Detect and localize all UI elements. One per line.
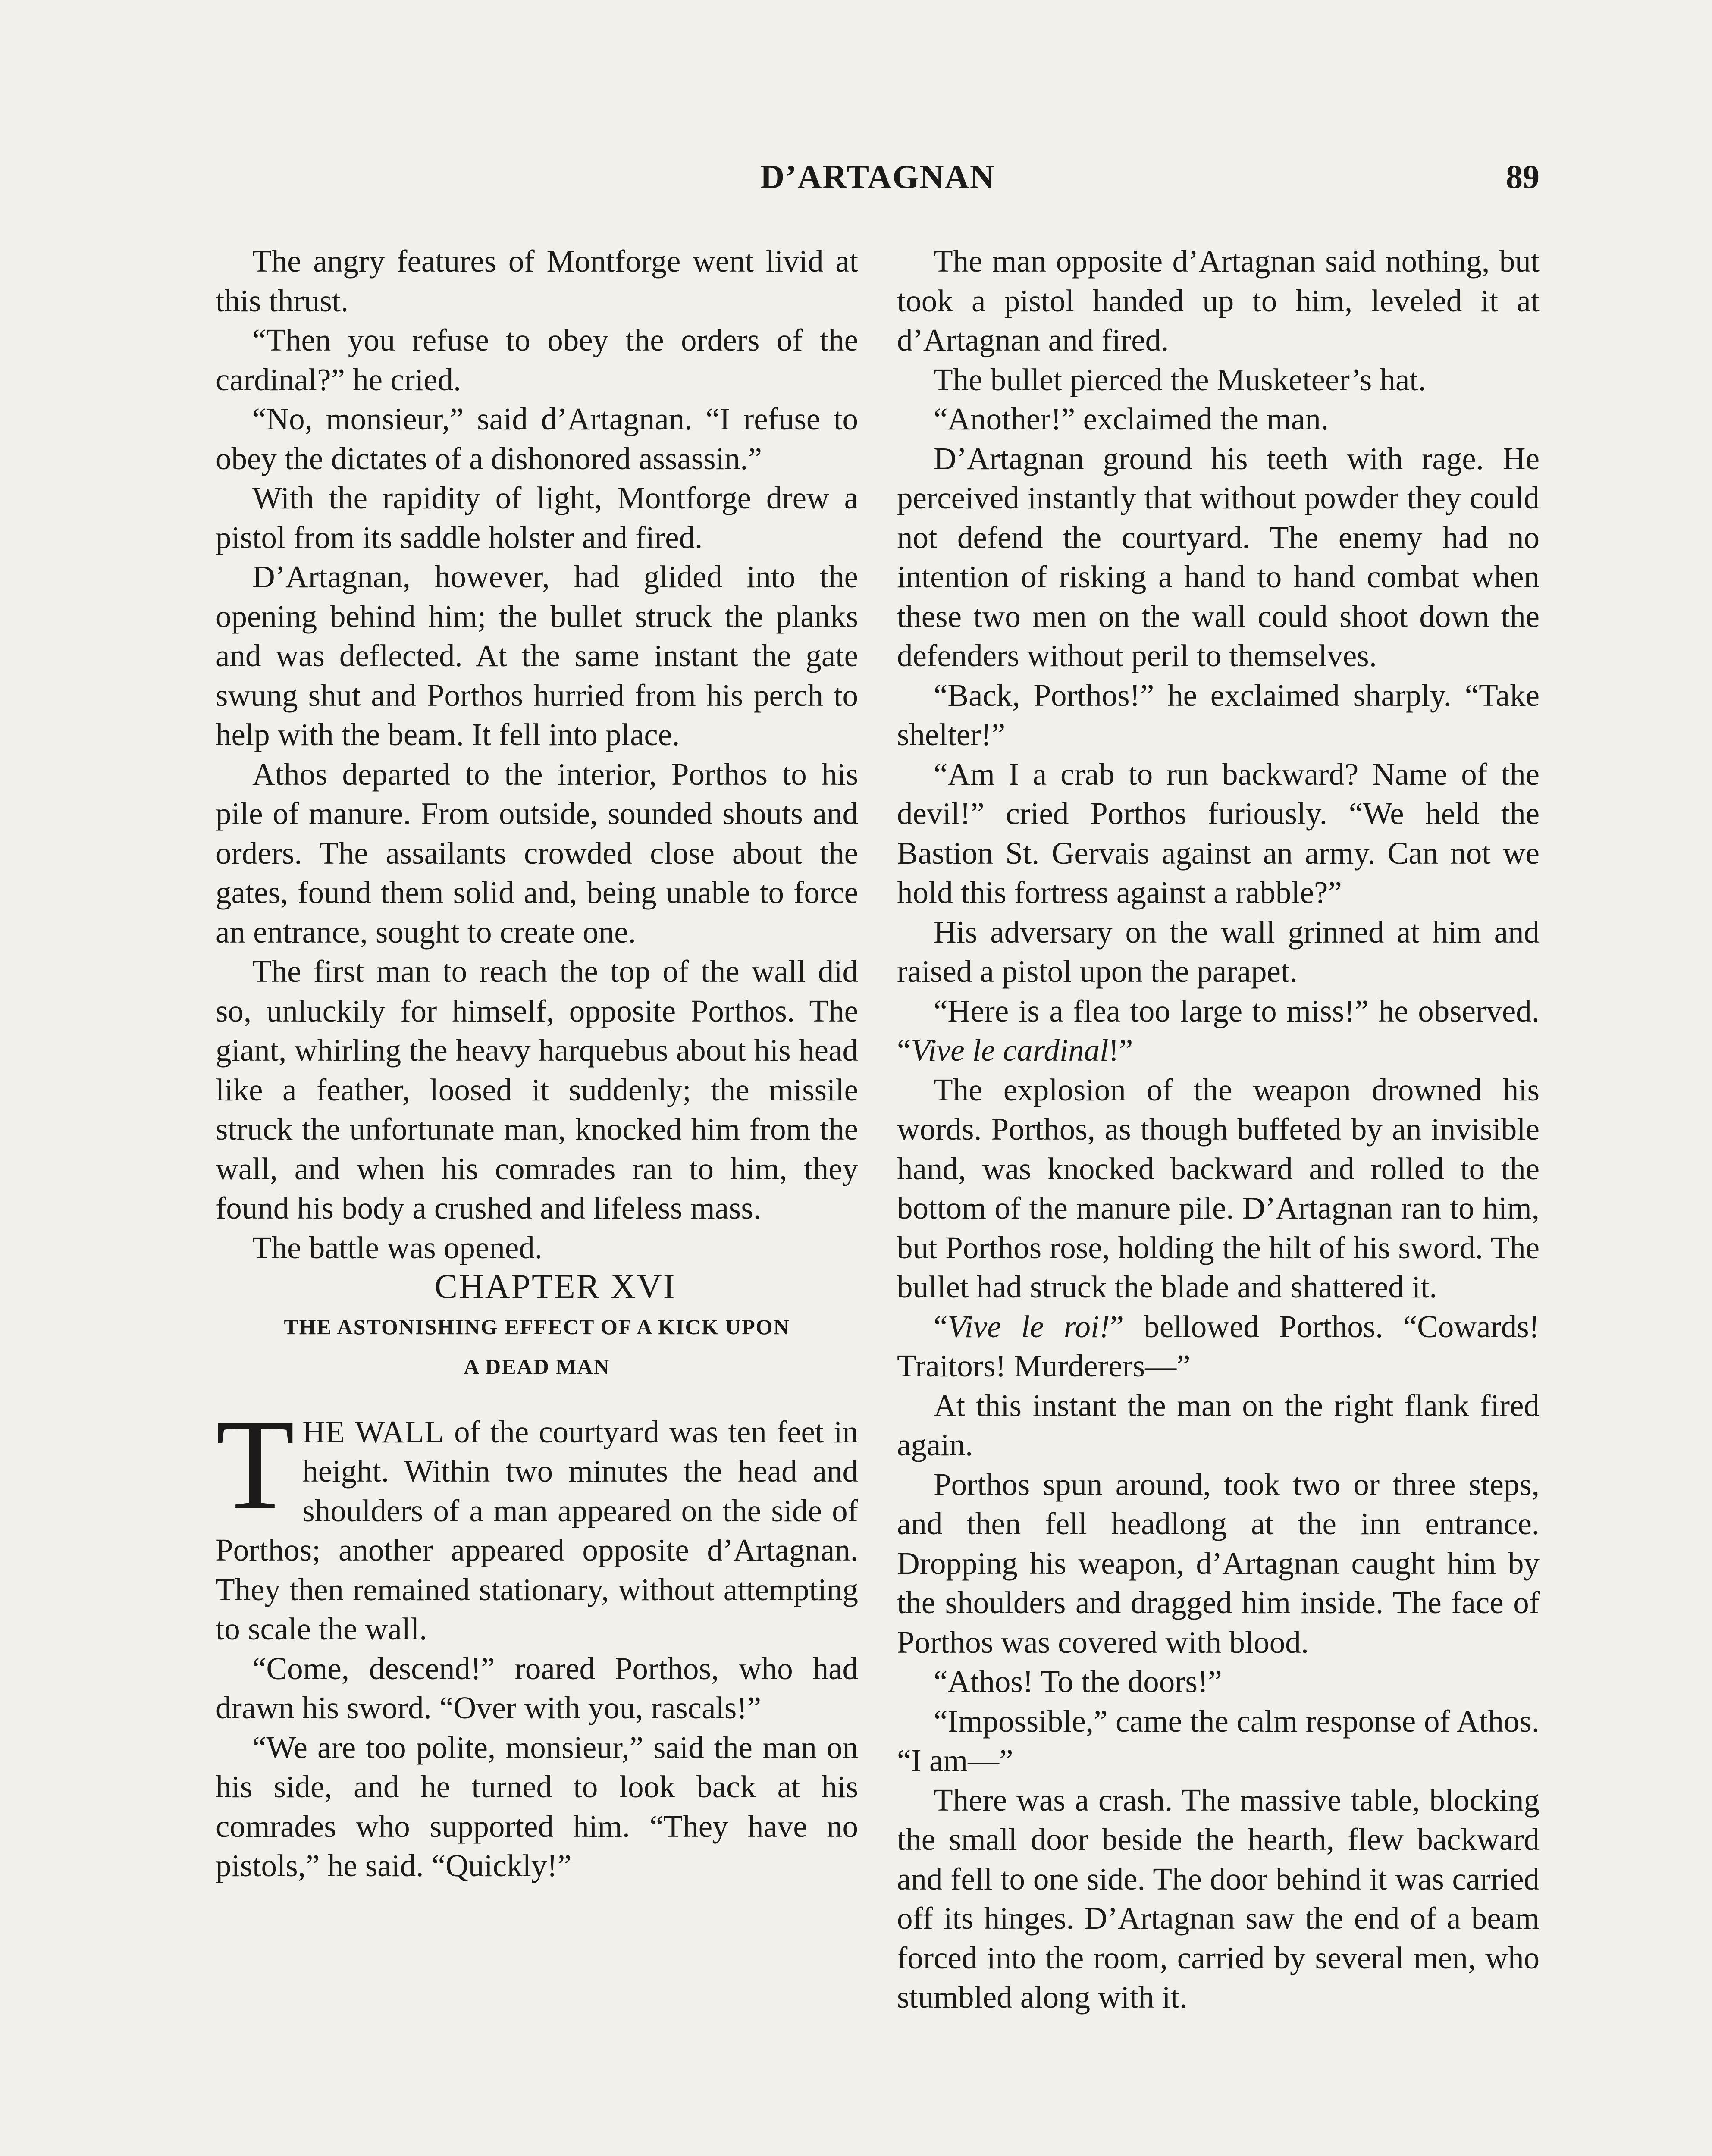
paragraph: The first man to reach the top of the wall did so, unluckily for himself, opposite Porthos. The giant, whirling the heavy harquebus about his head like a feather, loosed it suddenly; the missile struck the unfortunate man, knocked him from the wall, and when his comrades ran to him, they found his body a crushed and lifeless mass. [216, 954, 858, 1225]
paragraph: “We are too polite, monsieur,” said the man on his side, and he turned to look back at his comrades who supported him. “They have no pistols,” he said. “Quickly!” [216, 1730, 858, 1883]
paragraph-text: “ [934, 1309, 948, 1344]
paragraph: At this instant the man on the right flank fired again. [897, 1388, 1540, 1462]
paragraph-text: ” bellowed Porthos. “Cowards! Traitors! Murderers—” [897, 1309, 1540, 1383]
paragraph: D’Artagnan, however, had glided into the opening behind him; the bullet struck the planks and was deflected. At the same instant the gate swung shut and Porthos hurried from his perch to help with the beam. It fell into place. [216, 559, 858, 752]
paragraph: With the rapidity of light, Montforge drew a pistol from its saddle holster and fired. [216, 480, 858, 555]
chapter-subtitle-line: A DEAD MAN [464, 1354, 610, 1379]
paragraph: D’Artagnan ground his teeth with rage. He perceived instantly that without powder they could not defend the courtyard. The enemy had no intention of risking a hand to hand combat when these two men on the wall could shoot down the defenders without peril to themselves. [897, 441, 1540, 673]
lead-in: HE WALL [302, 1414, 445, 1449]
running-head: D’ARTAGNAN [760, 158, 995, 195]
chapter-opening-paragraph [216, 1392, 858, 1649]
paragraph: “Am I a crab to run backward? Name of the devil!” cried Porthos furiously. “We held the Bastion St. Gervais against an army. Can not we hold this fortress against a rabble?” [897, 756, 1540, 910]
paragraph: “No, monsieur,” said d’Artagnan. “I refuse to obey the dictates of a dishonored assassin.” [216, 401, 858, 476]
paragraph: The bullet pierced the Musketeer’s hat. [934, 362, 1426, 397]
paragraph: “Another!” exclaimed the man. [934, 401, 1329, 436]
paragraph: “Athos! To the doors!” [934, 1664, 1222, 1699]
paragraph: “Come, descend!” roared Porthos, who had drawn his sword. “Over with you, rascals!” [216, 1651, 858, 1725]
paragraph-text: !” [1108, 1033, 1133, 1068]
page-number: 89 [1506, 158, 1540, 195]
paragraph: “Impossible,” came the calm response of Athos. “I am—” [897, 1703, 1540, 1778]
paragraph: The man opposite d’Artagnan said nothing, but took a pistol handed up to him, leveled it at d’Artagnan and fired. [897, 244, 1540, 357]
paragraph [897, 1307, 1540, 1386]
italic-text: Vive le roi! [947, 1309, 1110, 1344]
page-header [216, 157, 1540, 205]
right-column [897, 241, 1540, 2017]
paragraph: Porthos spun around, took two or three steps, and then fell headlong at the inn entrance. Dropping his weapon, d’Artagnan caught him by the shoulders and dragged him inside. The face of Porthos was covered with blood. [897, 1467, 1540, 1660]
chapter-subtitle-line: THE ASTONISHING EFFECT OF A KICK UPON [284, 1314, 790, 1339]
paragraph-text: “Here is a flea too large to miss!” he observed. “ [897, 993, 1540, 1068]
paragraph [897, 991, 1540, 1070]
paragraph: The angry features of Montforge went livid at this thrust. [216, 244, 858, 318]
left-column [216, 241, 858, 1886]
italic-text: Vive le cardinal [911, 1033, 1109, 1068]
paragraph: His adversary on the wall grinned at him and raised a pistol upon the parapet. [897, 914, 1540, 989]
drop-cap: T [216, 1392, 295, 1536]
paragraph: “Back, Porthos!” he exclaimed sharply. “Take shelter!” [897, 677, 1540, 752]
paragraph: There was a crash. The massive table, blocking the small door beside the hearth, flew backward and fell to one side. The door behind it was carried off its hinges. D’Artagnan saw the end of a beam forced into the room, carried by several men, who stumbled along with it. [897, 1782, 1540, 2015]
paragraph: Athos departed to the interior, Porthos to his pile of manure. From outside, sounded shouts and orders. The assailants crowded close about the gates, found them solid and, being unable to force an entrance, sought to create one. [216, 756, 858, 950]
paragraph-text: of the courtyard was ten feet in height. Within two minutes the head and shoulders of a man appeared on the side of Porthos; another appeared opposite d’Artagnan. They then remained stationary, without attempting to scale the wall. [216, 1414, 858, 1646]
chapter-title: CHAPTER XVI [434, 1268, 676, 1306]
paragraph: The battle was opened. [252, 1230, 542, 1265]
paragraph: The explosion of the weapon drowned his words. Porthos, as though buffeted by an invisible hand, was knocked backward and rolled to the bottom of the manure pile. D’Artagnan ran to him, but Porthos rose, holding the hilt of his sword. The bullet had struck the blade and shattered it. [897, 1072, 1540, 1304]
chapter-subtitle [216, 1307, 858, 1386]
paragraph: “Then you refuse to obey the orders of the cardinal?” he cried. [216, 323, 858, 397]
